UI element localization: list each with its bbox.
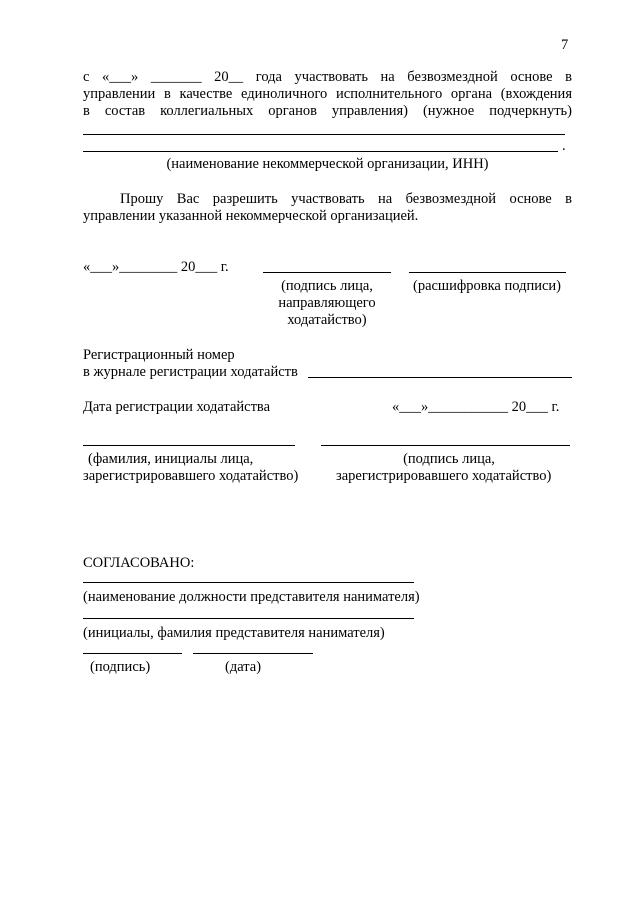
registrar-signature-line [321,445,570,446]
organization-line-1 [83,134,565,135]
organization-line-2 [83,151,558,152]
signature-caption-3: ходатайство) [287,312,367,328]
registrar-name-caption-2: зарегистрировавшего ходатайство) [83,468,299,484]
organization-line-end: . [562,138,566,154]
approval-title: СОГЛАСОВАНО: [83,555,195,571]
approver-name-caption: (инициалы, фамилия представителя нанимателя) [83,625,385,641]
intro-line-3: в состав коллегиальных органов управления) (нужное подчеркнуть) [83,103,572,119]
signature-caption-1: (подпись лица, [281,278,373,294]
registration-number-line [308,377,572,378]
registration-date: «___»___________ 20___ г. [392,399,560,415]
approver-position-caption: (наименование должности представителя нанимателя) [83,589,420,605]
signature-caption-2: направляющего [278,295,376,311]
applicant-signature-line [263,272,391,273]
registration-number-label-2: в журнале регистрации ходатайств [83,364,298,380]
registrar-signature-caption-1: (подпись лица, [403,451,495,467]
page-number: 7 [561,37,569,53]
signature-decoding-line [409,272,566,273]
registration-date-label: Дата регистрации ходатайства [83,399,270,415]
approver-name-line [83,618,414,619]
intro-line-2: управлении в качестве единоличного исполнительного органа (вхождения [83,86,572,102]
request-line-1: Прошу Вас разрешить участвовать на безвозмездной основе в [120,191,572,207]
approver-signature-line [83,653,182,654]
registrar-name-caption-1: (фамилия, инициалы лица, [88,451,254,467]
organization-caption: (наименование некоммерческой организации, ИНН) [166,156,489,172]
intro-line-1: с «___» _______ 20__ года участвовать на безвозмездной основе в [83,69,572,85]
application-date: «___»________ 20___ г. [83,259,229,275]
registration-number-label-1: Регистрационный номер [83,347,235,363]
registrar-name-line [83,445,295,446]
approval-date-line [193,653,313,654]
request-line-2: управлении указанной некоммерческой организацией. [83,208,419,224]
approver-position-line [83,582,414,583]
approval-date-caption: (дата) [225,659,262,675]
decoding-caption: (расшифровка подписи) [412,278,562,294]
approver-signature-caption: (подпись) [90,659,151,675]
registrar-signature-caption-2: зарегистрировавшего ходатайство) [336,468,552,484]
